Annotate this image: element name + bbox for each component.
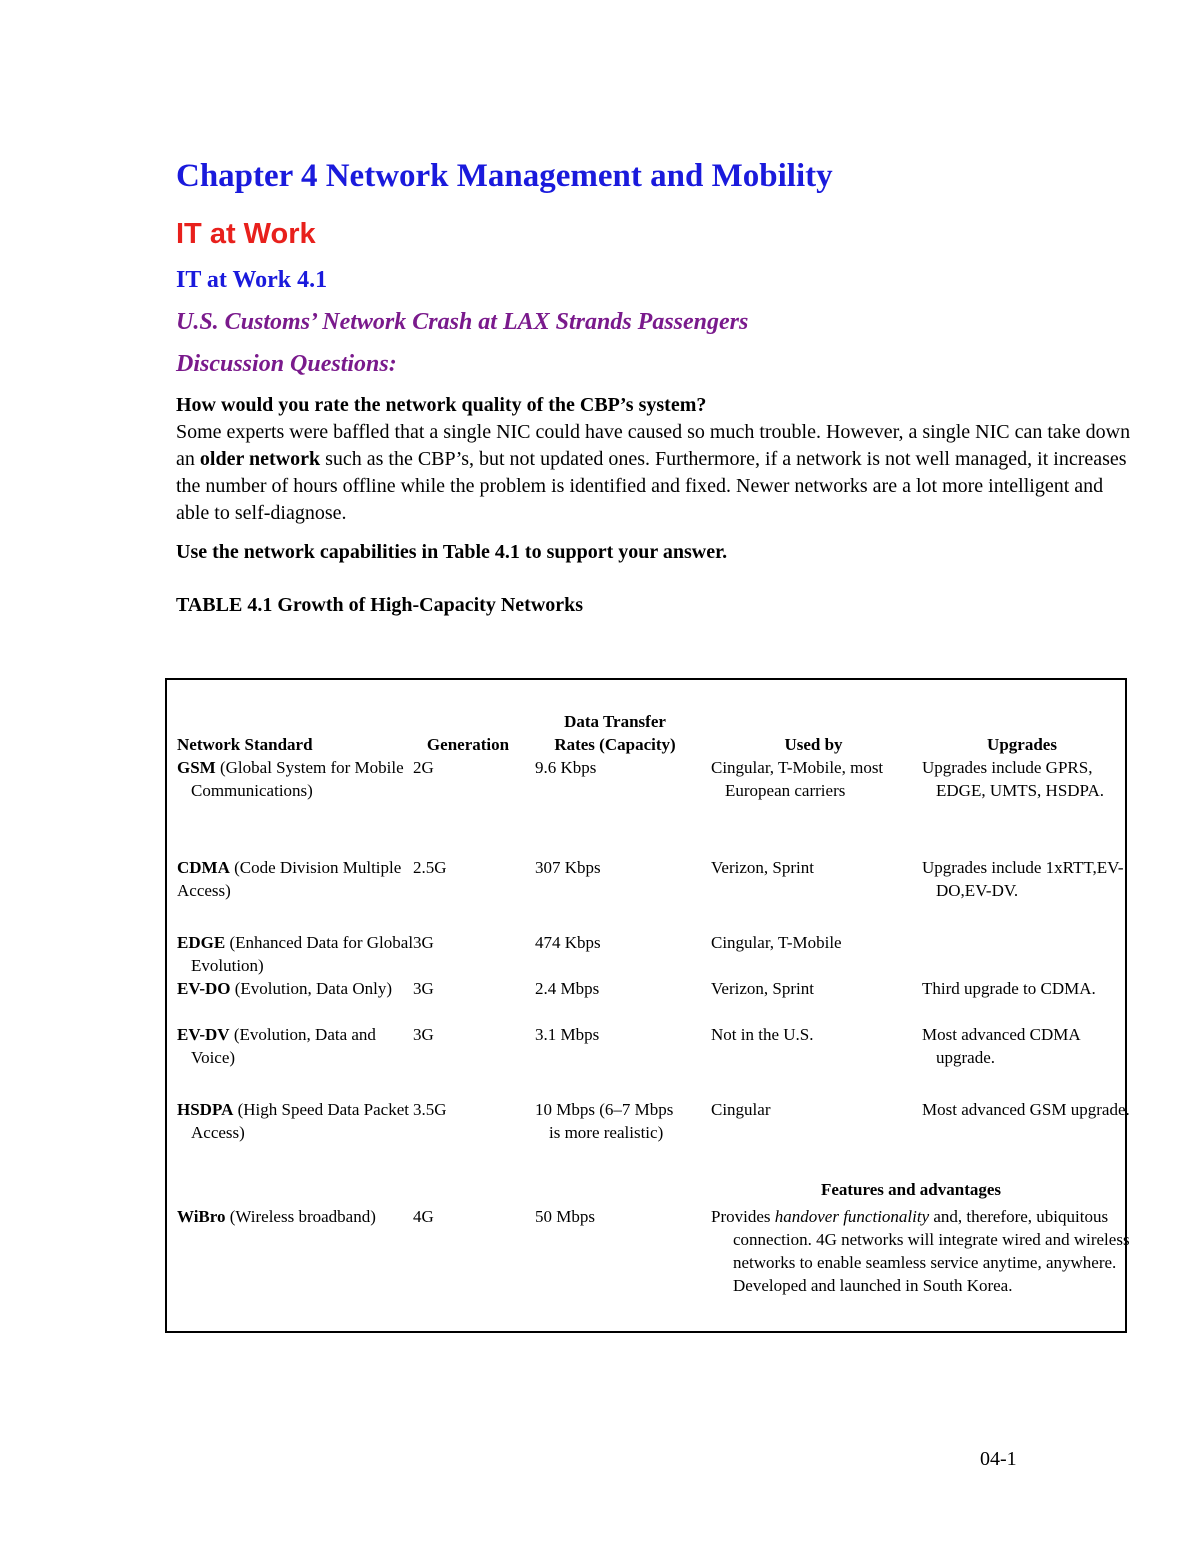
standard-abbr: HSDPA xyxy=(177,1100,234,1119)
generation-cell: 3G xyxy=(413,1025,434,1044)
upgrades-cell: Upgrades include 1xRTT,EV-DO,EV-DV. xyxy=(922,858,1124,900)
generation-cell: 3.5G xyxy=(413,1100,447,1119)
standard-cell xyxy=(177,1023,416,1069)
network-table xyxy=(165,678,1130,1333)
standard-desc: (Code Division Multiple Access) xyxy=(177,858,402,900)
upgrades-cell: Upgrades include GPRS, EDGE, UMTS, HSDPA. xyxy=(922,758,1104,800)
standard-desc: (Global System for Mobile Communications) xyxy=(191,758,404,800)
question-1: How would you rate the network quality of the CBP’s system? xyxy=(176,394,707,416)
standard-abbr: CDMA xyxy=(177,858,230,877)
features-cell xyxy=(711,1205,1138,1297)
answer-paragraph xyxy=(176,419,1136,527)
standard-cell xyxy=(177,756,416,802)
header-rates-line2: Rates (Capacity) xyxy=(554,735,676,754)
subsection-title: IT at Work 4.1 xyxy=(176,267,328,293)
used-by-cell: Cingular, T-Mobile, most European carriers xyxy=(711,758,884,800)
standard-cell xyxy=(177,856,402,902)
generation-cell: 4G xyxy=(413,1207,434,1226)
standard-desc: (Wireless broadband) xyxy=(225,1207,376,1226)
rate-cell: 50 Mbps xyxy=(535,1207,595,1226)
standard-abbr: GSM xyxy=(177,758,216,777)
standard-desc: (High Speed Data Packet Access) xyxy=(191,1100,409,1142)
features-text-2: and, therefore, ubiquitous connection. 4G networks will integrate wired and wireless networks to enable seamless service anytime, anywhere. Developed and launched in South Korea. xyxy=(733,1207,1130,1295)
rate-cell: 2.4 Mbps xyxy=(535,979,600,998)
generation-cell: 3G xyxy=(413,979,434,998)
used-by-cell: Verizon, Sprint xyxy=(711,979,814,998)
standard-abbr: EV-DV xyxy=(177,1025,230,1044)
standard-cell xyxy=(177,1098,416,1144)
standard-cell xyxy=(177,977,416,1000)
standard-desc: (Evolution, Data Only) xyxy=(230,979,392,998)
standard-abbr: WiBro xyxy=(177,1207,226,1226)
section-title: IT at Work xyxy=(176,218,316,250)
header-standard: Network Standard xyxy=(177,735,313,754)
rate-cell: 307 Kbps xyxy=(535,858,601,877)
standard-cell xyxy=(177,1205,416,1228)
header-generation: Generation xyxy=(426,735,510,754)
document-page xyxy=(176,152,1136,619)
page-number: 04-1 xyxy=(980,1448,1017,1470)
chapter-title: Chapter 4 Network Management and Mobility xyxy=(176,158,833,194)
question-2: Use the network capabilities in Table 4.1 to support your answer. xyxy=(176,541,728,563)
used-by-cell: Verizon, Sprint xyxy=(711,858,814,877)
upgrades-cell: Third upgrade to CDMA. xyxy=(922,979,1096,998)
rate-cell: 3.1 Mbps xyxy=(535,1025,600,1044)
standard-abbr: EV-DO xyxy=(177,979,231,998)
rate-cell: 9.6 Kbps xyxy=(535,758,597,777)
standard-abbr: EDGE xyxy=(177,933,226,952)
used-by-cell: Cingular xyxy=(711,1100,771,1119)
answer-bold: older network xyxy=(199,448,321,470)
generation-cell: 2G xyxy=(413,758,434,777)
rate-cell: 474 Kbps xyxy=(535,933,601,952)
header-upgrades: Upgrades xyxy=(987,735,1057,754)
generation-cell: 3G xyxy=(413,933,434,952)
features-emphasis: handover functionality xyxy=(774,1207,930,1226)
rate-cell: 10 Mbps (6–7 Mbps is more realistic) xyxy=(535,1100,674,1142)
used-by-cell: Cingular, T-Mobile xyxy=(711,933,842,952)
answer-text-1: Some experts were baffled that a single NIC could have caused so much trouble. However, a single NIC can take down an xyxy=(176,421,1131,470)
used-by-cell: Not in the U.S. xyxy=(711,1025,814,1044)
header-used-by: Used by xyxy=(784,735,843,754)
standard-desc: (Enhanced Data for Global Evolution) xyxy=(191,933,414,975)
discussion-questions-title: Discussion Questions: xyxy=(176,351,397,377)
features-text-1: Provides xyxy=(711,1207,775,1226)
header-features: Features and advantages xyxy=(820,1180,1002,1199)
answer-text-2: such as the CBP’s, but not updated ones. Furthermore, if a network is not well managed, it increases the number of hours offline while the problem is identified and fixed. Newer networks are a lot more intelligent and able to self-diagnose. xyxy=(176,448,1127,524)
standard-cell xyxy=(177,931,416,977)
case-title: U.S. Customs’ Network Crash at LAX Strands Passengers xyxy=(176,309,749,335)
upgrades-cell: Most advanced CDMA upgrade. xyxy=(922,1025,1080,1067)
table-caption: TABLE 4.1 Growth of High-Capacity Networks xyxy=(176,594,584,616)
standard-desc: (Evolution, Data and Voice) xyxy=(191,1025,376,1067)
header-rates xyxy=(535,710,695,756)
generation-cell: 2.5G xyxy=(413,858,447,877)
upgrades-cell: Most advanced GSM upgrade. xyxy=(922,1100,1130,1119)
header-rates-line1: Data Transfer xyxy=(564,712,666,731)
